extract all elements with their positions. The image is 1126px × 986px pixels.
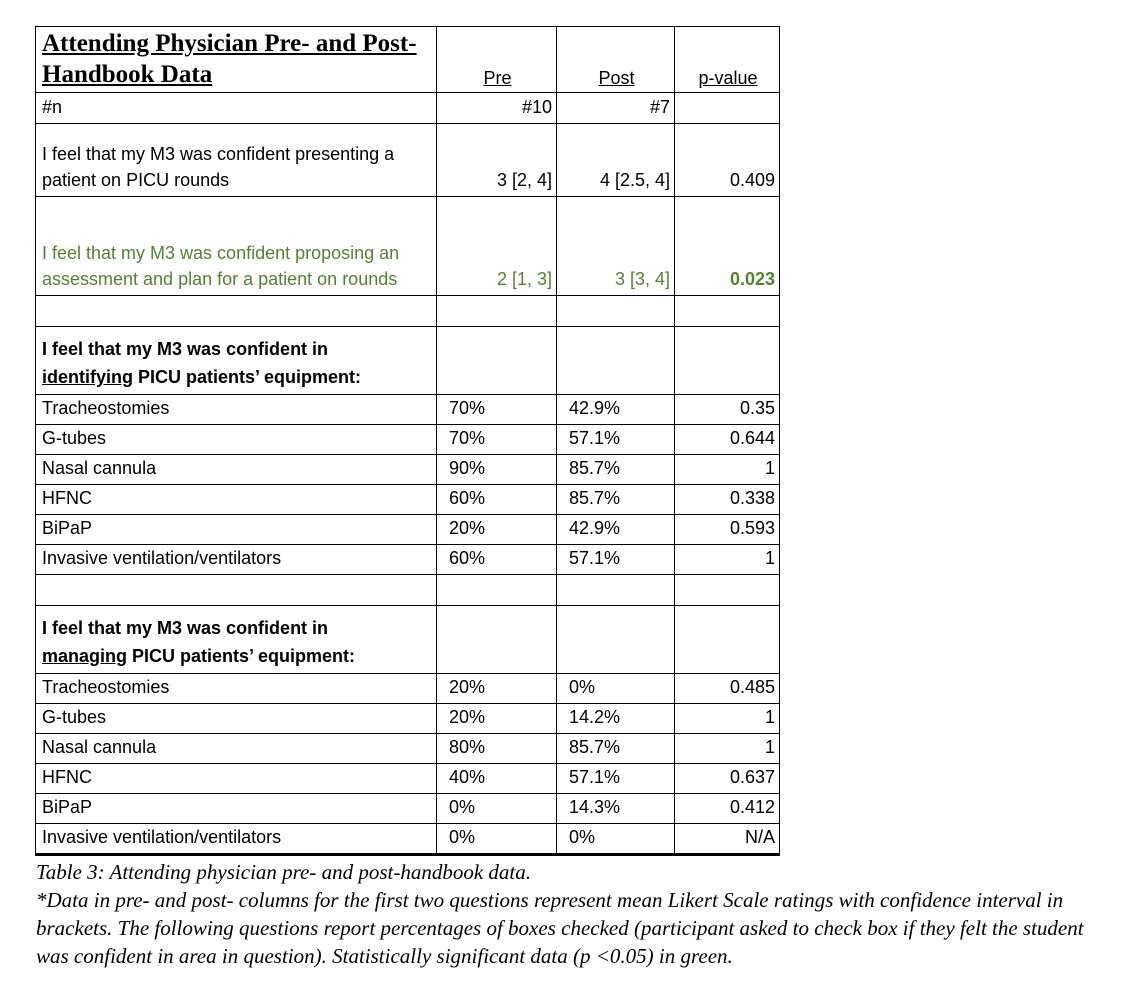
empty-cell (36, 575, 437, 606)
section-heading-row (36, 327, 780, 395)
likert-row-significant (36, 197, 780, 296)
empty-cell (557, 296, 675, 327)
n-p (675, 93, 780, 124)
empty-cell (675, 575, 780, 606)
section-heading-suffix: PICU patients’ equipment: (133, 367, 362, 387)
table-row (36, 455, 780, 485)
empty-cell (675, 327, 780, 395)
p-value: 0.338 (675, 485, 780, 515)
header-row (36, 27, 780, 93)
post-value: 14.3% (557, 794, 675, 824)
empty-cell (675, 606, 780, 674)
p-value: 1 (675, 545, 780, 575)
p-value: 1 (675, 734, 780, 764)
p-value: 0.644 (675, 425, 780, 455)
pre-value: 60% (437, 485, 557, 515)
column-header-pre: Pre (437, 27, 557, 93)
post-value: 0% (557, 674, 675, 704)
equipment-label: Nasal cannula (36, 455, 437, 485)
pre-value: 80% (437, 734, 557, 764)
column-header-post: Post (557, 27, 675, 93)
likert-pre: 3 [2, 4] (437, 124, 557, 197)
table-row (36, 734, 780, 764)
section-heading-prefix: I feel that my M3 was confident in (42, 339, 329, 359)
pre-value: 60% (437, 545, 557, 575)
empty-cell (557, 327, 675, 395)
likert-p-value: 0.409 (675, 124, 780, 197)
table-row (36, 764, 780, 794)
equipment-label: Tracheostomies (36, 674, 437, 704)
section-heading-suffix: PICU patients’ equipment: (127, 646, 356, 666)
pre-value: 90% (437, 455, 557, 485)
spacer-row (36, 575, 780, 606)
pre-value: 0% (437, 794, 557, 824)
pre-value: 70% (437, 395, 557, 425)
p-value: 1 (675, 704, 780, 734)
table-row (36, 824, 780, 855)
empty-cell (437, 606, 557, 674)
post-value: 57.1% (557, 545, 675, 575)
post-value: 57.1% (557, 425, 675, 455)
manage-rows (36, 674, 780, 855)
section-heading-keyword: identifying (42, 367, 133, 387)
post-value: 57.1% (557, 764, 675, 794)
equipment-label: Tracheostomies (36, 395, 437, 425)
likert-question: I feel that my M3 was confident presenting a patient on PICU rounds (36, 124, 437, 197)
table-row (36, 515, 780, 545)
empty-cell (437, 296, 557, 327)
equipment-label: HFNC (36, 485, 437, 515)
empty-cell (36, 296, 437, 327)
table-row (36, 794, 780, 824)
p-value: 0.637 (675, 764, 780, 794)
p-value: 0.412 (675, 794, 780, 824)
table-row (36, 395, 780, 425)
likert-post: 4 [2.5, 4] (557, 124, 675, 197)
section-heading-identify (36, 327, 437, 395)
equipment-label: G-tubes (36, 704, 437, 734)
table-title: Attending Physician Pre- and Post-Handbook Data (36, 27, 437, 93)
p-value: 1 (675, 455, 780, 485)
empty-cell (437, 327, 557, 395)
likert-post: 3 [3, 4] (557, 197, 675, 296)
equipment-label: Invasive ventilation/ventilators (36, 824, 437, 855)
p-value: 0.35 (675, 395, 780, 425)
caption-note: *Data in pre- and post- columns for the first two questions represent mean Likert Scale ratings with confidence interval in brackets. The following questions report percentages of boxes checked (participant asked to check box if they felt the student was confident in area in question). Statistically significant data (p <0.05) in green. (36, 888, 1084, 968)
post-value: 85.7% (557, 455, 675, 485)
table-row (36, 704, 780, 734)
section-heading-manage (36, 606, 437, 674)
likert-row (36, 124, 780, 197)
pre-value: 40% (437, 764, 557, 794)
post-value: 42.9% (557, 395, 675, 425)
n-label: #n (36, 93, 437, 124)
empty-cell (437, 575, 557, 606)
p-value: N/A (675, 824, 780, 855)
table-row (36, 674, 780, 704)
n-post: #7 (557, 93, 675, 124)
p-value: 0.593 (675, 515, 780, 545)
pre-value: 0% (437, 824, 557, 855)
post-value: 85.7% (557, 485, 675, 515)
identify-rows (36, 395, 780, 575)
n-pre: #10 (437, 93, 557, 124)
likert-pre: 2 [1, 3] (437, 197, 557, 296)
post-value: 14.2% (557, 704, 675, 734)
likert-p-value: 0.023 (675, 197, 780, 296)
data-table (35, 26, 780, 856)
caption-title: Table 3: Attending physician pre- and post-handbook data. (36, 860, 532, 884)
empty-cell (557, 606, 675, 674)
section-heading-row (36, 606, 780, 674)
equipment-label: BiPaP (36, 515, 437, 545)
equipment-label: G-tubes (36, 425, 437, 455)
spacer-row (36, 296, 780, 327)
table-row (36, 545, 780, 575)
equipment-label: BiPaP (36, 794, 437, 824)
post-value: 85.7% (557, 734, 675, 764)
empty-cell (675, 296, 780, 327)
n-row (36, 93, 780, 124)
likert-question: I feel that my M3 was confident proposing an assessment and plan for a patient on rounds (36, 197, 437, 296)
p-value: 0.485 (675, 674, 780, 704)
table-row (36, 485, 780, 515)
pre-value: 20% (437, 704, 557, 734)
column-header-p-value: p-value (675, 27, 780, 93)
equipment-label: Nasal cannula (36, 734, 437, 764)
table-caption (36, 858, 1121, 970)
pre-value: 20% (437, 674, 557, 704)
equipment-label: HFNC (36, 764, 437, 794)
post-value: 42.9% (557, 515, 675, 545)
section-heading-prefix: I feel that my M3 was confident in (42, 618, 329, 638)
equipment-label: Invasive ventilation/ventilators (36, 545, 437, 575)
post-value: 0% (557, 824, 675, 855)
table-row (36, 425, 780, 455)
pre-value: 20% (437, 515, 557, 545)
empty-cell (557, 575, 675, 606)
section-heading-keyword: managing (42, 646, 128, 666)
pre-value: 70% (437, 425, 557, 455)
